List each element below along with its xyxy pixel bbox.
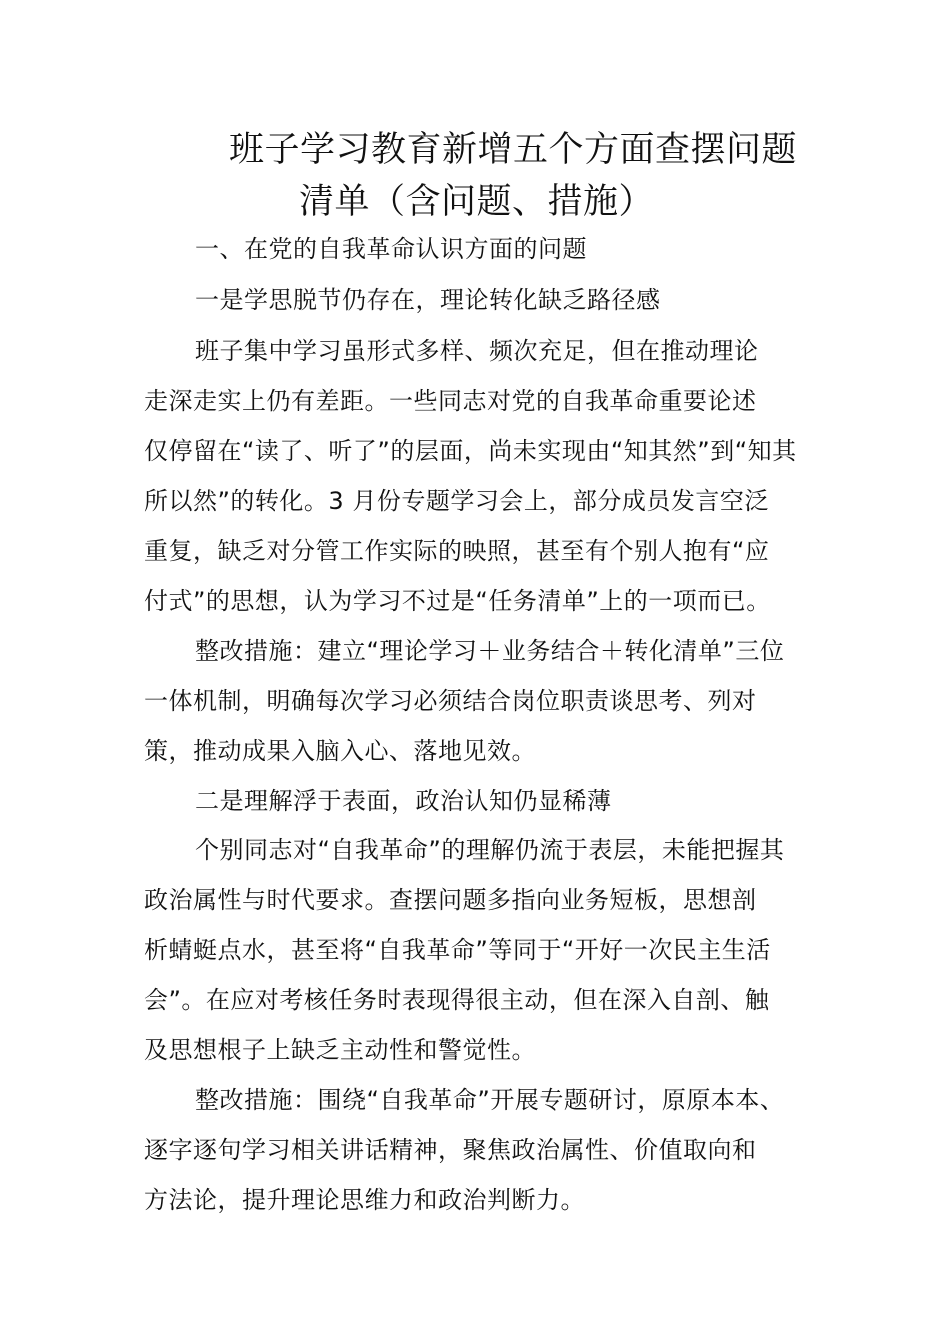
paragraph-line: 政治属性与时代要求。查摆问题多指向业务短板，思想剖 bbox=[144, 886, 757, 914]
paragraph-line: 付式”的思想，认为学习不过是“任务清单”上的一项而已。 bbox=[144, 587, 771, 615]
subheading-2: 二是理解浮于表面，政治认知仍显稀薄 bbox=[195, 787, 612, 815]
paragraph-line: 及思想根子上缺乏主动性和警觉性。 bbox=[144, 1036, 536, 1064]
document-title-line-1: 班子学习教育新增五个方面查摆问题 bbox=[229, 130, 798, 170]
paragraph-line: 仅停留在“读了、听了”的层面，尚未实现由“知其然”到“知其 bbox=[144, 437, 797, 465]
paragraph-line: 策，推动成果入脑入心、落地见效。 bbox=[144, 737, 536, 765]
paragraph-line: 析蜻蜓点水，甚至将“自我革命”等同于“开好一次民主生活 bbox=[144, 936, 771, 964]
paragraph-line: 整改措施：围绕“自我革命”开展专题研讨，原原本本、 bbox=[195, 1086, 785, 1114]
paragraph-line: 个别同志对“自我革命”的理解仍流于表层，未能把握其 bbox=[195, 836, 785, 864]
section-heading: 一、在党的自我革命认识方面的问题 bbox=[195, 235, 587, 263]
document-title-line-2: 清单（含问题、措施） bbox=[299, 182, 655, 222]
subheading-1: 一是学思脱节仍存在，理论转化缺乏路径感 bbox=[195, 286, 661, 314]
paragraph-line: 所以然”的转化。3 月份专题学习会上，部分成员发言空泛 bbox=[144, 487, 769, 515]
paragraph-line: 整改措施：建立“理论学习＋业务结合＋转化清单”三位 bbox=[195, 637, 785, 665]
paragraph-line: 逐字逐句学习相关讲话精神，聚焦政治属性、价值取向和 bbox=[144, 1136, 757, 1164]
paragraph-line: 会”。在应对考核任务时表现得很主动，但在深入自剖、触 bbox=[144, 986, 770, 1014]
paragraph-line: 方法论，提升理论思维力和政治判断力。 bbox=[144, 1186, 585, 1214]
paragraph-line: 重复，缺乏对分管工作实际的映照，甚至有个别人抱有“应 bbox=[144, 537, 770, 565]
paragraph-line: 走深走实上仍有差距。一些同志对党的自我革命重要论述 bbox=[144, 387, 757, 415]
paragraph-line: 一体机制，明确每次学习必须结合岗位职责谈思考、列对 bbox=[144, 687, 757, 715]
paragraph-line: 班子集中学习虽形式多样、频次充足，但在推动理论 bbox=[195, 337, 759, 365]
